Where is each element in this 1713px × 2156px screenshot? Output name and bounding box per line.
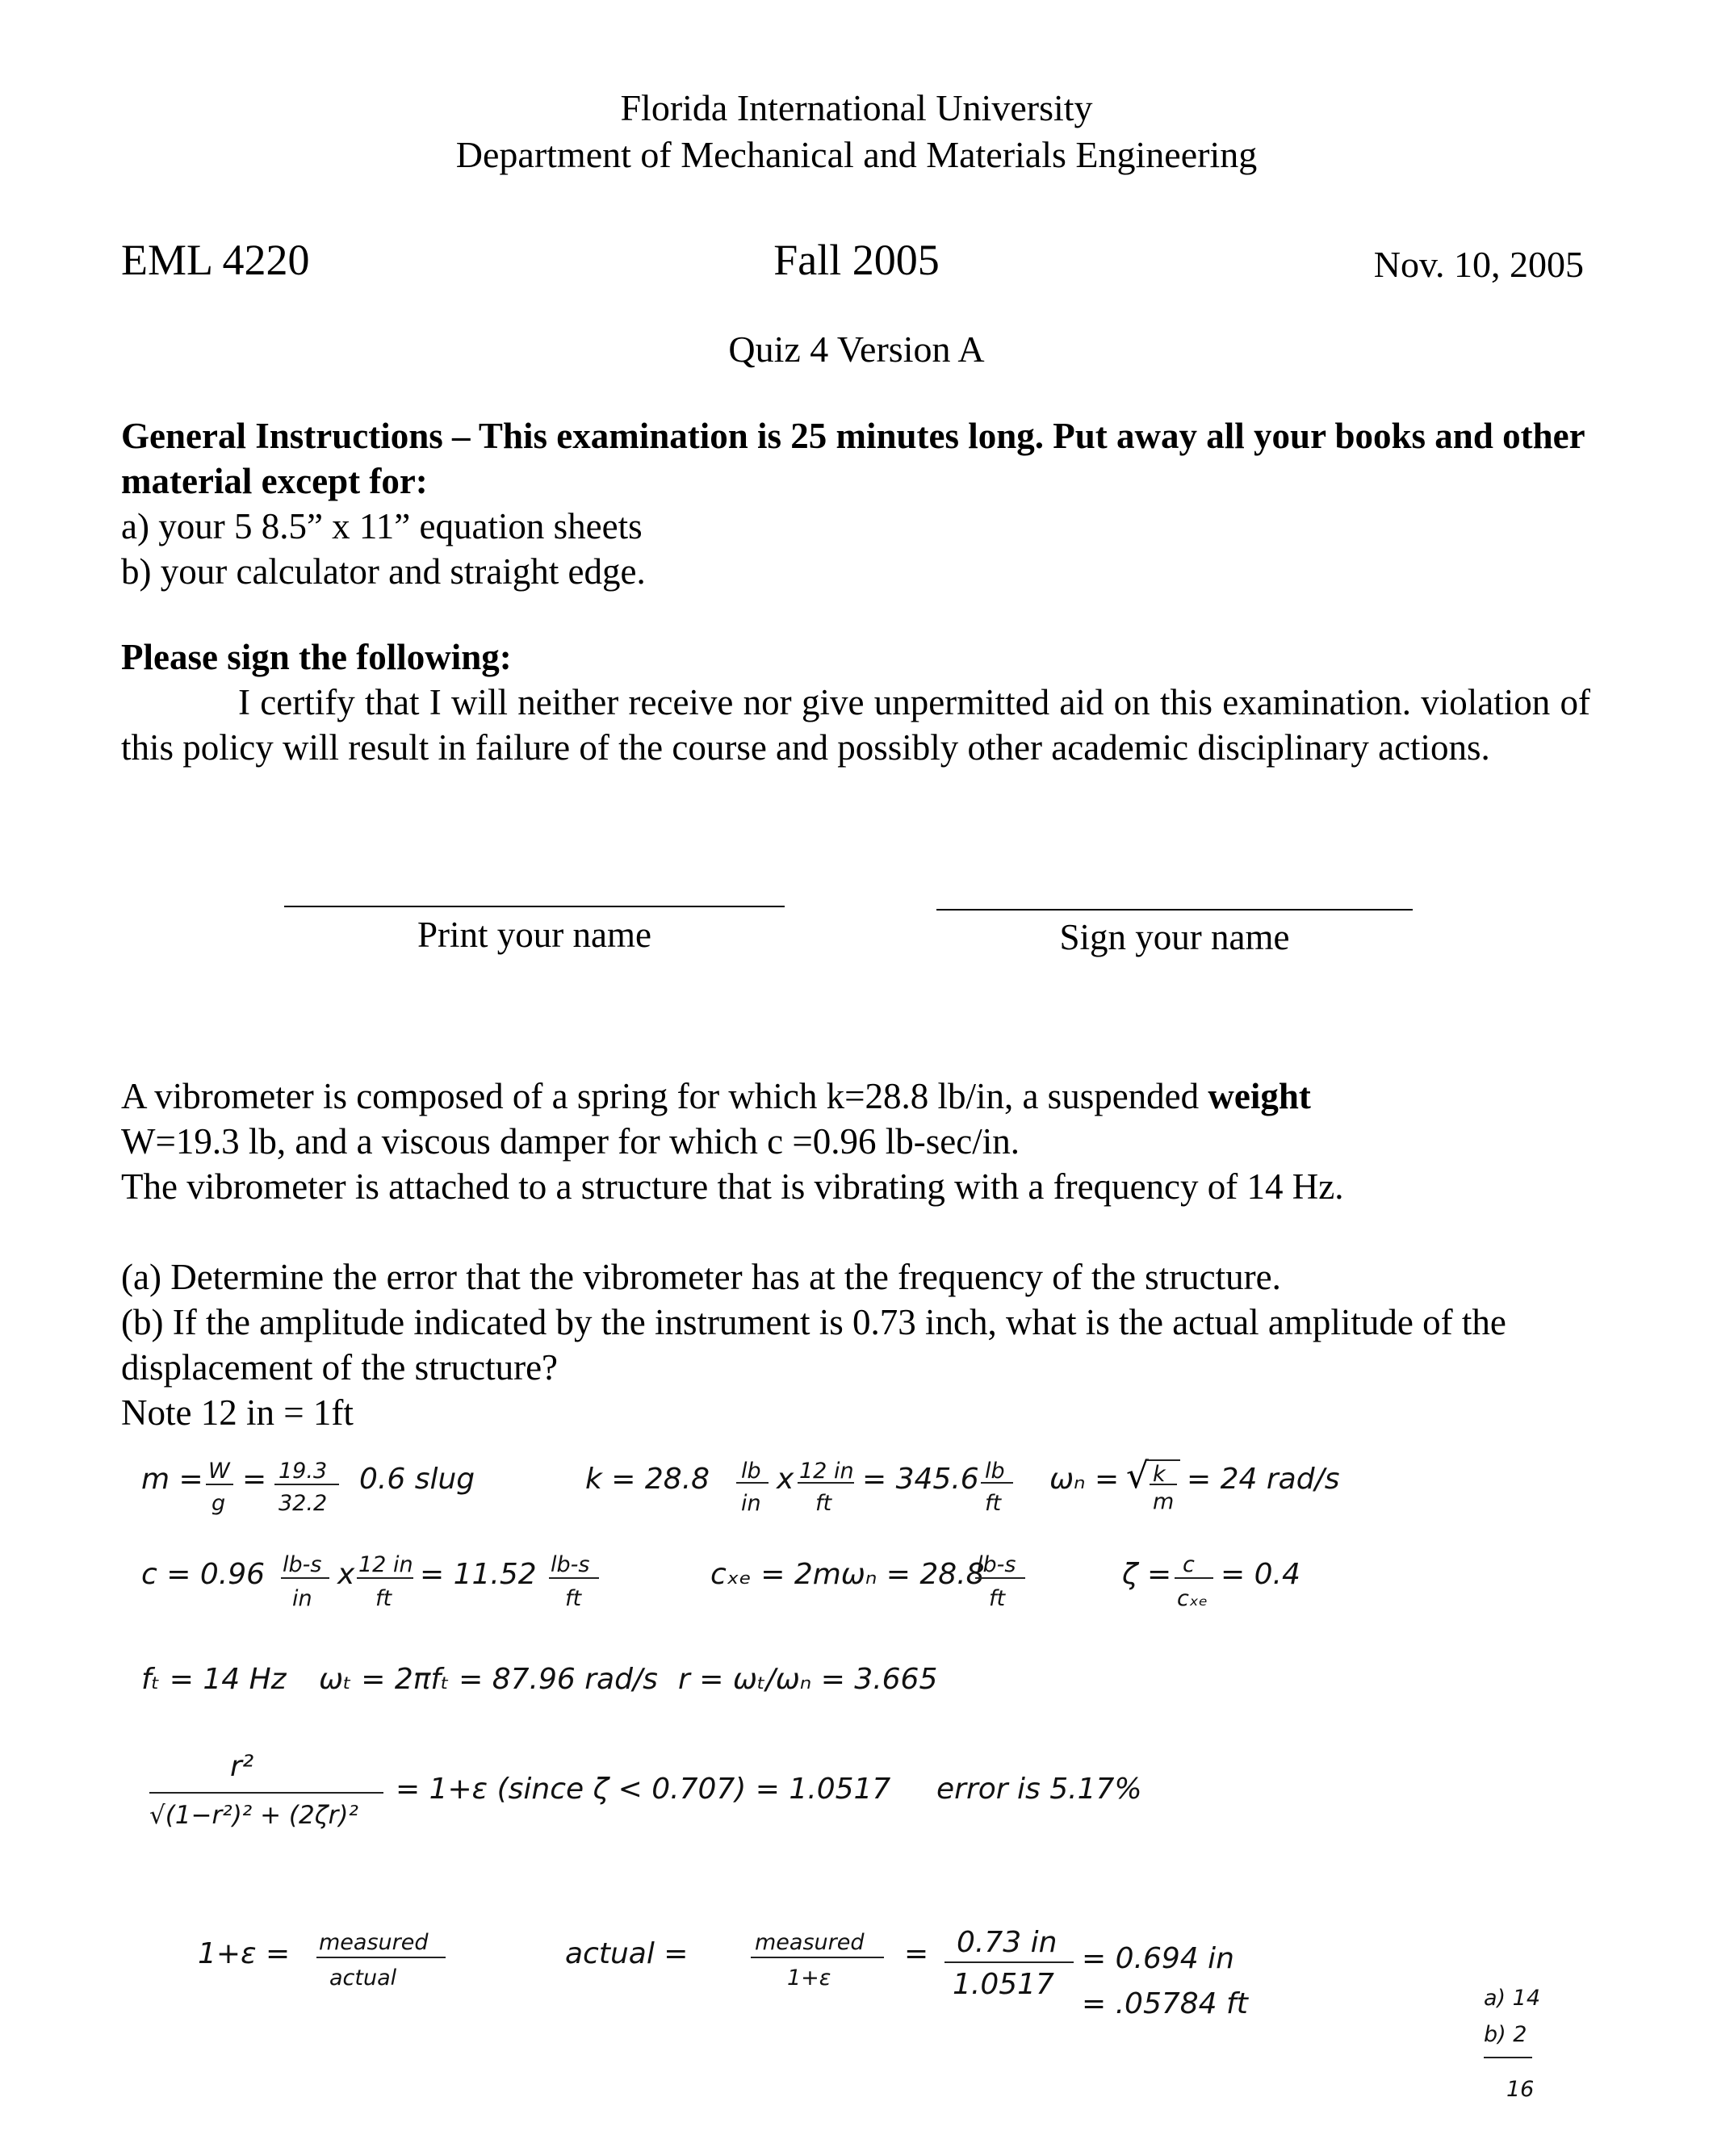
quiz-title: Quiz 4 Version A — [728, 329, 985, 370]
problem-line-1: A vibrometer is composed of a spring for which k=28.8 lb/in, a suspended weight — [121, 1076, 1311, 1116]
unit-num: lb-s — [283, 1552, 322, 1577]
unit-den: ft — [989, 1586, 1006, 1611]
ratio-num: c — [1183, 1552, 1195, 1577]
fraction-bar — [281, 1577, 329, 1579]
natural-frequency-label: ωₙ = — [1049, 1463, 1120, 1496]
actual-result-ft: = .05784 ft — [1082, 1987, 1248, 2020]
problem-part-b: (b) If the amplitude indicated by the instrument is 0.73 inch, what is the actual amplitude of the displacement of the structure? — [121, 1302, 1506, 1388]
quiz-date: Nov. 10, 2005 — [1373, 244, 1584, 285]
instruction-item-a: a) your 5 8.5” x 11” equation sheets — [121, 506, 643, 546]
ratio-den: cₓₑ — [1177, 1586, 1208, 1611]
instruction-item-b: b) your calculator and straight edge. — [121, 551, 646, 592]
unit-num: lb-s — [551, 1552, 590, 1577]
print-name-line — [284, 906, 785, 907]
unit-num: lb — [741, 1459, 761, 1484]
mass-result: 0.6 slug — [359, 1463, 475, 1496]
unit-den: ft — [815, 1491, 832, 1516]
fraction-bar — [981, 1482, 1013, 1484]
fraction-bar — [274, 1484, 339, 1485]
fraction-bar — [1175, 1577, 1213, 1579]
damping-ratio-result: = 0.4 — [1221, 1558, 1300, 1591]
frequency-ratio: r = ωₜ/ωₙ = 3.665 — [678, 1663, 938, 1696]
mass-label: m = — [141, 1463, 203, 1496]
fraction-bar — [751, 1957, 884, 1958]
ratio-value: 1.0517 — [953, 1968, 1054, 2001]
print-name-label: Print your name — [417, 915, 651, 955]
sign-name-label: Sign your name — [1059, 917, 1290, 957]
damping-ratio-label: ζ = — [1122, 1558, 1172, 1591]
fraction-bar — [944, 1961, 1074, 1963]
fraction-bar — [206, 1484, 233, 1485]
damping-label: c = 0.96 — [141, 1558, 265, 1591]
fraction-bar — [357, 1577, 413, 1579]
ratio-result: = 1+ε (since ζ < 0.707) = 1.0517 — [396, 1773, 891, 1806]
stiffness-result: = 345.6 — [862, 1463, 979, 1496]
score-total: 16 — [1506, 2077, 1535, 2102]
unit-num: lb — [985, 1459, 1005, 1484]
department-name: Department of Mechanical and Materials Engineering — [455, 134, 1258, 175]
error-result: error is 5.17% — [936, 1773, 1142, 1806]
mass-fraction-num: W — [208, 1459, 230, 1484]
fraction-bar — [149, 1792, 383, 1794]
unit-den: in — [741, 1491, 761, 1516]
measured-num: measured — [755, 1930, 865, 1955]
fraction-bar — [316, 1957, 446, 1958]
critical-damping: cₓₑ = 2mωₙ = 28.8 — [710, 1558, 985, 1591]
one-plus-epsilon: 1+ε = — [198, 1937, 291, 1970]
radical-sign: √ — [1126, 1455, 1150, 1497]
forcing-angular-frequency: ωₜ = 2πfₜ = 87.96 rad/s — [319, 1663, 658, 1696]
unit-den: ft — [375, 1586, 392, 1611]
fraction-bar — [736, 1482, 769, 1484]
ratio-denominator: √(1−r²)² + (2ζr)² — [149, 1801, 358, 1830]
problem-line-3: The vibrometer is attached to a structure that is vibrating with a frequency of 14 Hz. — [121, 1166, 1344, 1207]
one-plus-epsilon-den: 1+ε — [787, 1966, 831, 1991]
unit-den: in — [292, 1586, 312, 1611]
unit-den: ft — [565, 1586, 582, 1611]
term: Fall 2005 — [773, 236, 940, 284]
unit-num: 12 in — [358, 1552, 413, 1577]
problem-part-a: (a) Determine the error that the vibrometer has at the frequency of the structure. — [121, 1257, 1281, 1297]
actual-label: actual = — [565, 1937, 689, 1970]
unit-num: lb-s — [977, 1552, 1016, 1577]
mass-fraction-den: g — [212, 1491, 226, 1516]
general-instructions: General Instructions – This examination is 25 minutes long. Put away all your books and other material except for: — [121, 416, 1585, 501]
natural-frequency-result: = 24 rad/s — [1187, 1463, 1340, 1496]
unit-num: 12 in — [799, 1459, 854, 1484]
score-part-b: b) 2 — [1484, 2022, 1527, 2047]
times-sign: x — [777, 1463, 794, 1496]
course-code: EML 4220 — [121, 236, 310, 284]
fraction-bar — [549, 1577, 599, 1579]
problem-line-2: W=19.3 lb, and a viscous damper for which c =0.96 lb-sec/in. — [121, 1121, 1020, 1162]
unit-den: ft — [985, 1491, 1002, 1516]
unit-note: Note 12 in = 1ft — [121, 1392, 354, 1433]
measured-num: measured — [319, 1930, 429, 1955]
ratio-numerator: r² — [230, 1750, 254, 1783]
score-total-line — [1484, 2057, 1532, 2058]
actual-den: actual — [329, 1966, 397, 1991]
times-sign: x — [337, 1558, 355, 1591]
actual-result-in: = 0.694 in — [1082, 1942, 1234, 1975]
fraction-bar — [975, 1577, 1025, 1579]
score-part-a: a) 14 — [1484, 1986, 1541, 2011]
forcing-frequency: fₜ = 14 Hz — [141, 1663, 287, 1696]
radical-den: m — [1153, 1489, 1175, 1514]
sign-name-line — [936, 909, 1413, 911]
certification-text: I certify that I will neither receive nor give unpermitted aid on this examination. violation of this policy will result in failure of the course and possibly other academic disciplinary actions. — [121, 682, 1590, 768]
fraction-bar — [798, 1482, 854, 1484]
certification-heading: Please sign the following: — [121, 637, 512, 677]
radical-num: k — [1153, 1462, 1166, 1487]
stiffness-label: k = 28.8 — [585, 1463, 710, 1496]
equals-sign: = — [904, 1937, 929, 1970]
university-name: Florida International University — [620, 87, 1093, 128]
measured-value: 0.73 in — [957, 1926, 1058, 1959]
damping-result: = 11.52 — [420, 1558, 537, 1591]
weight-value: 19.3 — [279, 1459, 328, 1484]
gravity-value: 32.2 — [279, 1491, 328, 1516]
